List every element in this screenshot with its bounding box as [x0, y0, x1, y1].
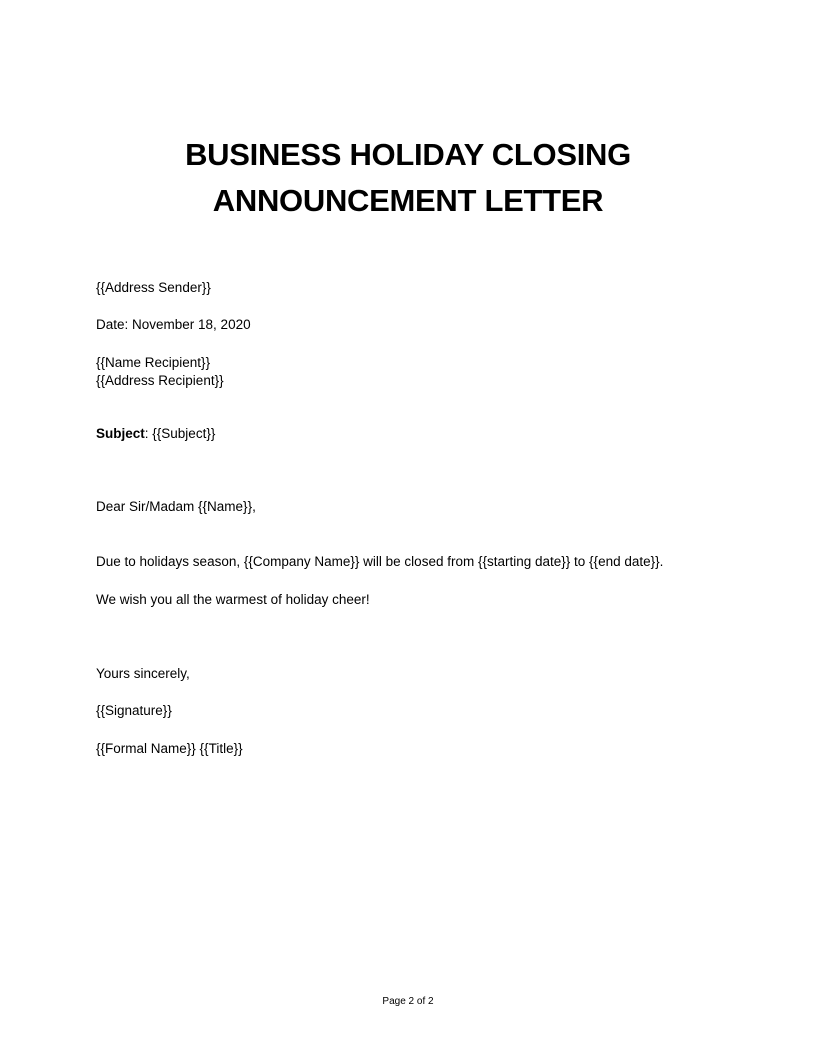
sender-address: {{Address Sender}}: [96, 280, 211, 295]
signature-placeholder: {{Signature}}: [96, 703, 172, 718]
salutation: Dear Sir/Madam {{Name}},: [96, 499, 256, 514]
document-title: [96, 132, 720, 224]
closing: Yours sincerely,: [96, 666, 190, 681]
letter-date: Date: November 18, 2020: [96, 317, 251, 332]
title-line-1: BUSINESS HOLIDAY CLOSING: [185, 137, 631, 172]
page-number: Page 2 of 2: [382, 996, 434, 1007]
recipient-address: {{Address Recipient}}: [96, 373, 224, 388]
formal-name-title: {{Formal Name}} {{Title}}: [96, 741, 243, 756]
subject-value: : {{Subject}}: [144, 426, 216, 441]
subject-line: [96, 425, 215, 443]
body-paragraph-1: Due to holidays season, {{Company Name}} will be closed from {{starting date}} to {{end date}}.: [96, 554, 664, 569]
body-paragraph-2: We wish you all the warmest of holiday cheer!: [96, 592, 370, 607]
subject-label: Subject: [96, 426, 145, 441]
recipient-name: {{Name Recipient}}: [96, 355, 211, 370]
title-line-2: ANNOUNCEMENT LETTER: [212, 183, 604, 218]
